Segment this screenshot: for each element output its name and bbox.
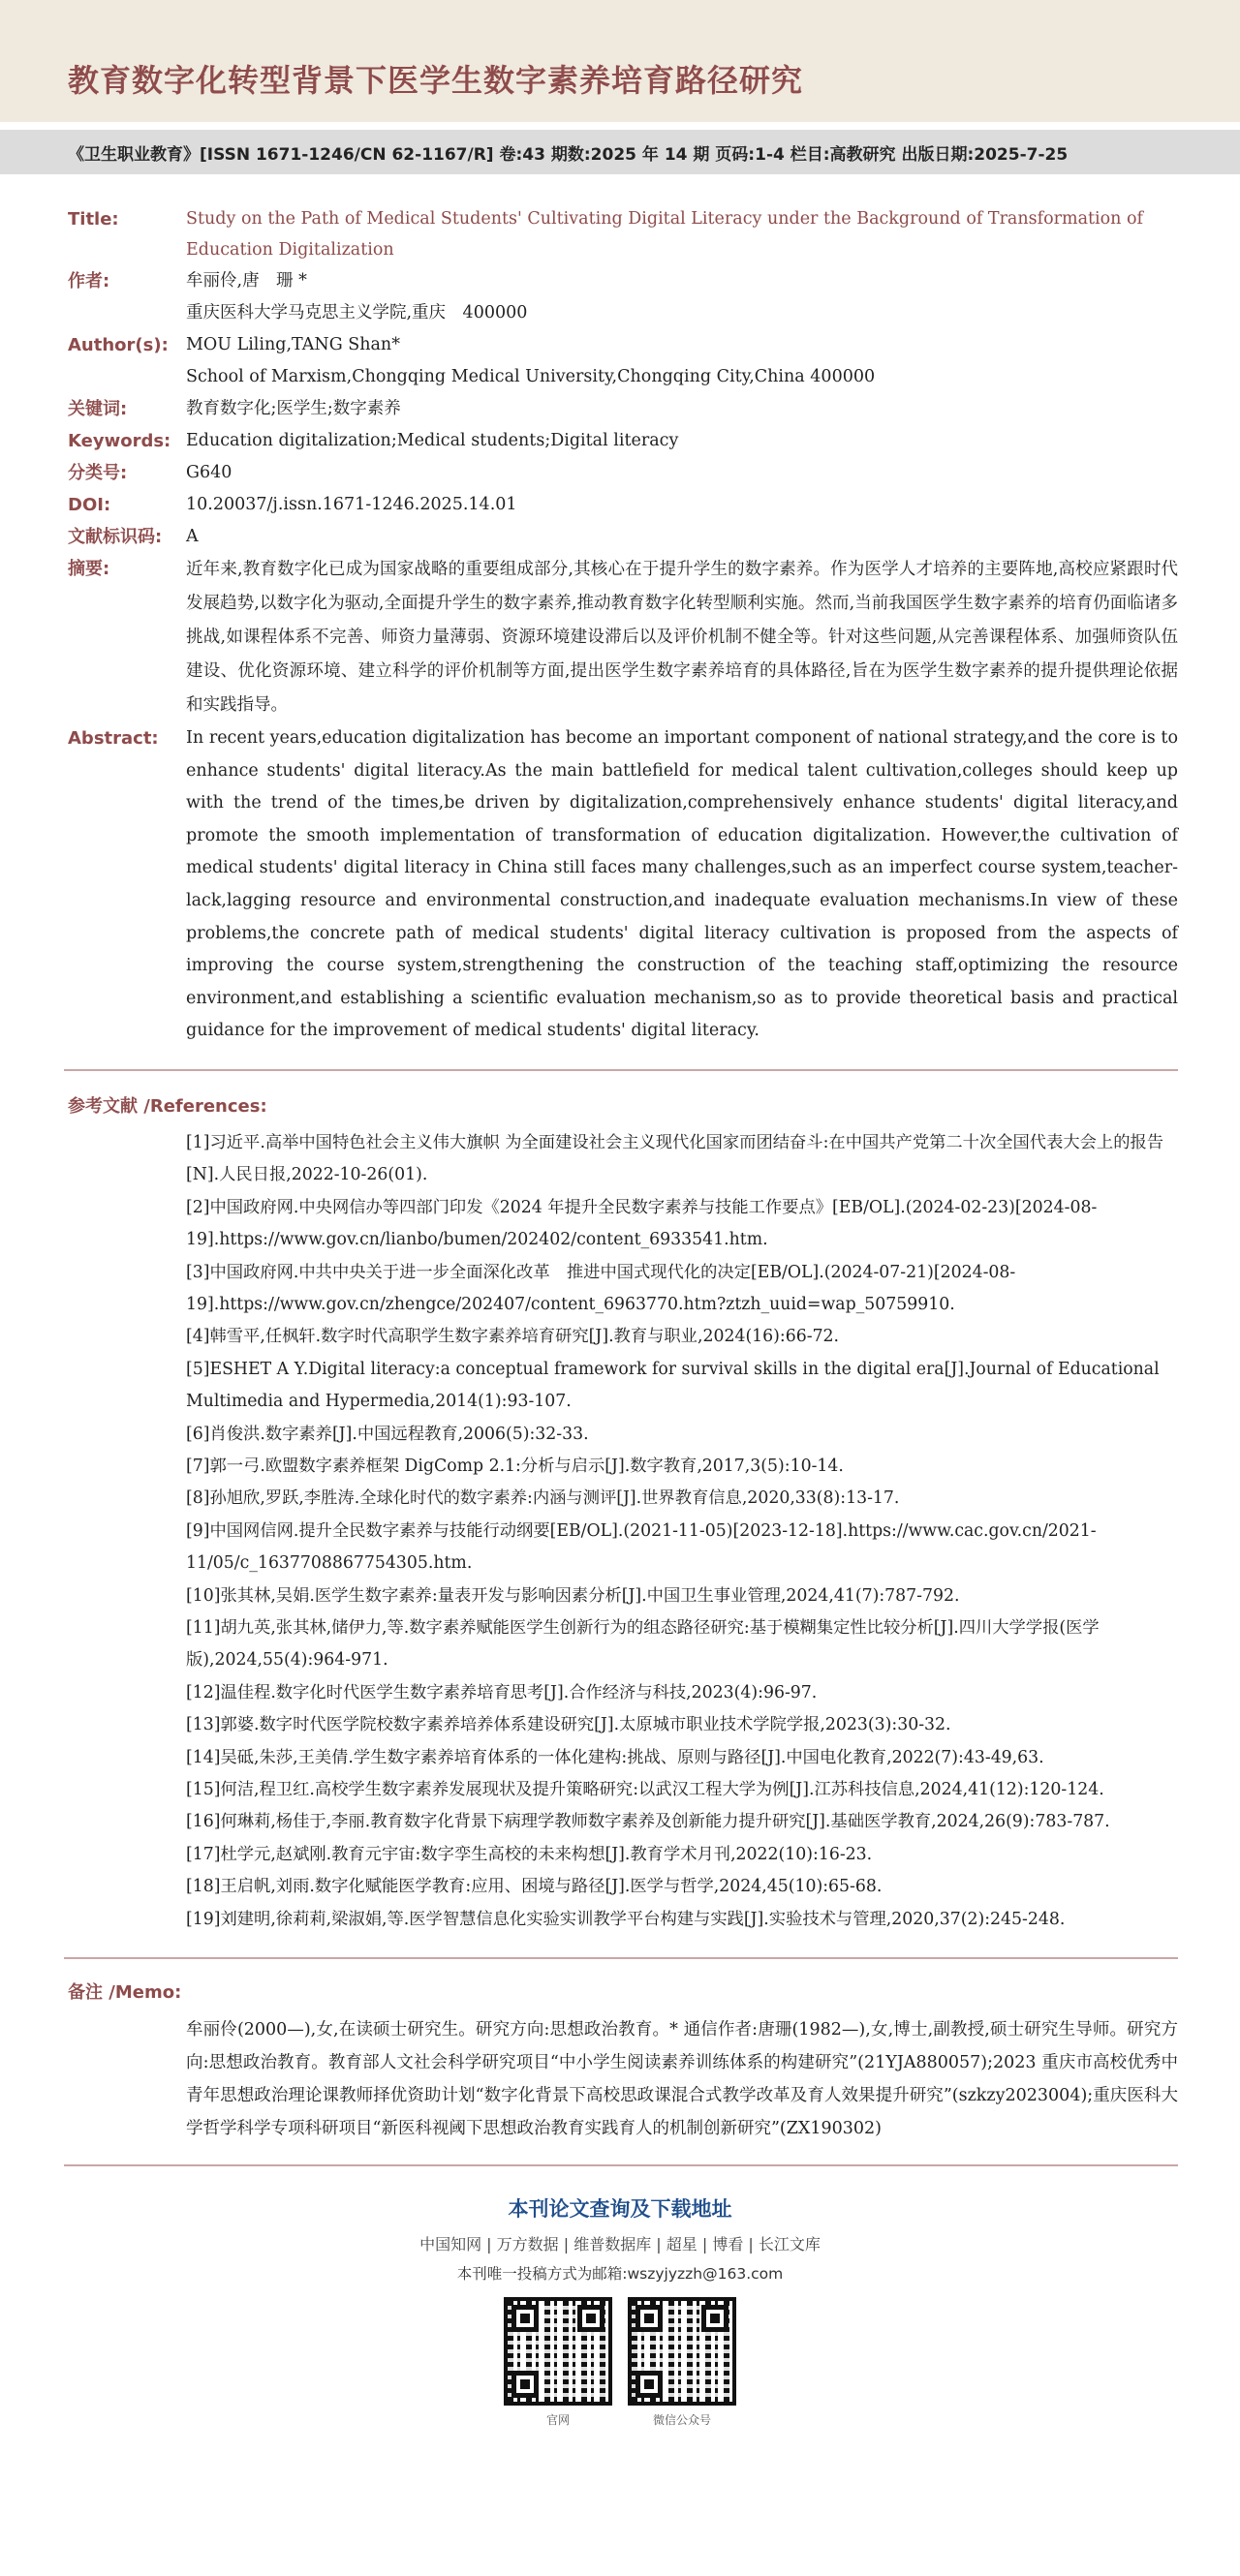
reference-item: [3]中国政府网.中共中央关于进一步全面深化改革 推进中国式现代化的决定[EB/OL].(2024-07-21)[2024-08-19].https://www.gov.cn/zhengce/202407/content_6963770.htm?ztzh_uuid=wap_50759910. [186, 1262, 1016, 1314]
references-title: 参考文献 /References: [68, 1095, 267, 1117]
reference-item: [6]肖俊洪.数字素养[J].中国远程教育,2006(5):32-33. [186, 1424, 589, 1444]
abstract-en-row [68, 722, 1178, 1048]
reference-item: [19]刘建明,徐莉莉,梁淑娟,等.医学智慧信息化实验实训教学平台构建与实践[J].实验技术与管理,2020,37(2):245-248. [186, 1909, 1066, 1929]
author-label: 作者: [68, 271, 110, 291]
abstract-en-label: Abstract: [68, 728, 159, 749]
qr-wechat [628, 2297, 736, 2428]
qr-official [504, 2297, 612, 2428]
abstract-cn-row [68, 553, 1178, 722]
reference-item: [11]胡九英,张其林,储伊力,等.数字素养赋能医学生创新行为的组态路径研究:基于模糊集定性比较分析[J].四川大学学报(医学版),2024,55(4):964-971. [186, 1618, 1100, 1671]
doc-code-value: A [186, 527, 199, 546]
keywords-en-row [68, 425, 1178, 457]
journal-info-text: 《卫生职业教育》[ISSN 1671-1246/CN 62-1167/R] 卷:43 期数:2025 年 14 期 页码:1-4 栏目:高教研究 出版日期:2025-7-25 [68, 144, 1069, 165]
memo-section [0, 1959, 1240, 2145]
abstract-cn-label: 摘要: [68, 559, 110, 579]
memo-title: 备注 /Memo: [68, 1982, 182, 2004]
keywords-value: 教育数字化;医学生;数字素养 [186, 399, 401, 418]
reference-item: [2]中国政府网.中央网信办等四部门印发《2024 年提升全民数字素养与技能工作要点》[EB/OL].(2024-02-23)[2024-08-19].https://www.gov.cn/lianbo/bumen/202402/content_6933541.htm. [186, 1197, 1098, 1250]
author-en-row [68, 329, 1178, 393]
author-en-label: Author(s): [68, 335, 169, 355]
author-names: 牟丽伶,唐 珊 * [186, 271, 307, 291]
qr-code-icon [504, 2297, 612, 2406]
article-metadata [0, 174, 1240, 1048]
reference-item: [15]何洁,程卫红.高校学生数字素养发展现状及提升策略研究:以武汉工程大学为例[J].江苏科技信息,2024,41(12):120-124. [186, 1780, 1104, 1800]
submission-email: 本刊唯一投稿方式为邮箱:wszyjyzzh@163.com [456, 2265, 784, 2284]
title-label: Title: [68, 209, 119, 230]
reference-item: [10]张其林,吴娟.医学生数字素养:量表开发与影响因素分析[J].中国卫生事业管理,2024,41(7):787-792. [186, 1585, 960, 1606]
reference-item: [9]中国网信网.提升全民数字素养与技能行动纲要[EB/OL].(2021-11-05)[2023-12-18].https://www.cac.gov.cn/2021-11/05/c_1637708867754305.htm. [186, 1520, 1097, 1574]
author-affiliation: 重庆医科大学马克思主义学院,重庆 400000 [186, 303, 528, 322]
reference-item: [4]韩雪平,任枫轩.数字时代高职学生数字素养培育研究[J].教育与职业,2024(16):66-72. [186, 1327, 840, 1347]
references-section [0, 1071, 1240, 1936]
author-en-affiliation: School of Marxism,Chongqing Medical University,Chongqing City,China 400000 [186, 367, 876, 386]
keywords-en-value: Education digitalization;Medical students;Digital literacy [186, 431, 679, 450]
abstract-en-text: In recent years,education digitalization has become an important component of national strategy,and the core is to enhance students' digital literacy.As the main battlefield for medical talent cultivation,colleges should keep up with the trend of the times,be driven by digitalization,comprehensively enhance students' digital literacy,and promote the smooth implementation of transformation of education digitalization. However,the cultivation of medical students' digital literacy in China still faces many challenges,such as an imperfect course system,teacher-lack,lagging resource and environmental construction,and inadequate evaluation mechanisms.In view of these problems,the concrete path of medical students' digital literacy cultivation is proposed from the aspects of improving the course system,strengthening the construction of the teaching staff,optimizing the resource environment,and establishing a scientific evaluation mechanism,so as to provide theoretical basis and practical guidance for the improvement of medical students' digital literacy. [186, 728, 1178, 1041]
reference-item: [7]郭一弓.欧盟数字素养框架 DigComp 2.1:分析与启示[J].数字教育,2017,3(5):10-14. [186, 1457, 844, 1476]
keywords-label: 关键词: [68, 399, 128, 419]
footer [0, 2166, 1240, 2428]
class-value: G640 [186, 463, 232, 482]
qr-code-icon [628, 2297, 736, 2406]
reference-item: [8]孙旭欣,罗跃,李胜涛.全球化时代的数字素养:内涵与测评[J].世界教育信息,2020,33(8):13-17. [186, 1488, 900, 1509]
references-list [186, 1127, 1178, 1936]
database-links: 中国知网 | 万方数据 | 维普数据库 | 超星 | 博看 | 长江文库 [419, 2235, 821, 2254]
qr-official-caption: 官网 [545, 2413, 570, 2428]
qr-codes [0, 2297, 1240, 2428]
reference-item: [1]习近平.高举中国特色社会主义伟大旗帜 为全面建设社会主义现代化国家而团结奋斗:在中国共产党第二十次全国代表大会上的报告[N].人民日报,2022-10-26(01). [186, 1132, 1164, 1185]
reference-item: [18]王启帆,刘雨.数字化赋能医学教育:应用、困境与路径[J].医学与哲学,2024,45(10):65-68. [186, 1877, 883, 1897]
reference-item: [14]吴砥,朱莎,王美倩.学生数字素养培育体系的一体化建构:挑战、原则与路径[J].中国电化教育,2022(7):43-49,63. [186, 1747, 1044, 1767]
doi-label: DOI: [68, 495, 111, 515]
doi-value: 10.20037/j.issn.1671-1246.2025.14.01 [186, 495, 517, 514]
article-title: 教育数字化转型背景下医学生数字素养培育路径研究 [68, 62, 804, 99]
doi-row [68, 489, 1178, 521]
qr-wechat-caption: 微信公众号 [652, 2413, 711, 2428]
author-row [68, 265, 1178, 329]
title-row [68, 203, 1178, 265]
footer-title: 本刊论文查询及下载地址 [508, 2197, 732, 2222]
keywords-en-label: Keywords: [68, 431, 171, 451]
class-row [68, 457, 1178, 489]
abstract-cn-text: 近年来,教育数字化已成为国家战略的重要组成部分,其核心在于提升学生的数字素养。作为医学人才培养的主要阵地,高校应紧跟时代发展趋势,以数字化为驱动,全面提升学生的数字素养,推动教育数字化转型顺利实施。然而,当前我国医学生数字素养的培育仍面临诸多挑战,如课程体系不完善、师资力量薄弱、资源环境建设滞后以及评价机制不健全等。针对这些问题,从完善课程体系、加强师资队伍建设、优化资源环境、建立科学的评价机制等方面,提出医学生数字素养培育的具体路径,旨在为医学生数字素养的提升提供理论依据和实践指导。 [186, 560, 1178, 715]
header-banner [0, 0, 1240, 122]
keywords-row [68, 393, 1178, 425]
author-en-names: MOU Liling,TANG Shan* [186, 335, 400, 354]
memo-text: 牟丽伶(2000—),女,在读硕士研究生。研究方向:思想政治教育。* 通信作者:唐珊(1982—),女,博士,副教授,硕士研究生导师。研究方向:思想政治教育。教育部人文社会科学研究项目“中小学生阅读素养训练体系的构建研究”(21YJA880057);2023 重庆市高校优秀中青年思想政治理论课教师择优资助计划“数字化背景下高校思政课混合式教学改革及育人效果提升研究”(szkzy2023004);重庆医科大学哲学科学专项科研项目“新医科视阈下思想政治教育实践育人的机制创新研究”(ZX190302) [186, 2020, 1178, 2139]
reference-item: [16]何琳莉,杨佳于,李丽.教育数字化背景下病理学教师数字素养及创新能力提升研究[J].基础医学教育,2024,26(9):783-787. [186, 1812, 1110, 1832]
doc-code-label: 文献标识码: [68, 527, 163, 547]
reference-item: [13]郭婆.数字时代医学院校数字素养培养体系建设研究[J].太原城市职业技术学院学报,2023(3):30-32. [186, 1715, 951, 1735]
class-label: 分类号: [68, 463, 128, 483]
reference-item: [17]杜学元,赵斌刚.教育元宇宙:数字孪生高校的未来构想[J].教育学术月刊,2022(10):16-23. [186, 1844, 873, 1864]
reference-item: [5]ESHET A Y.Digital literacy:a conceptual framework for survival skills in the digital era[J].Journal of Educational Multimedia and Hypermedia,2014(1):93-107. [186, 1359, 1160, 1412]
english-title: Study on the Path of Medical Students' Cultivating Digital Literacy under the Background of Transformation of Education Digitalization [186, 209, 1144, 260]
doc-code-row [68, 521, 1178, 553]
reference-item: [12]温佳程.数字化时代医学生数字素养培育思考[J].合作经济与科技,2023(4):96-97. [186, 1682, 818, 1702]
journal-info-bar [0, 130, 1240, 174]
